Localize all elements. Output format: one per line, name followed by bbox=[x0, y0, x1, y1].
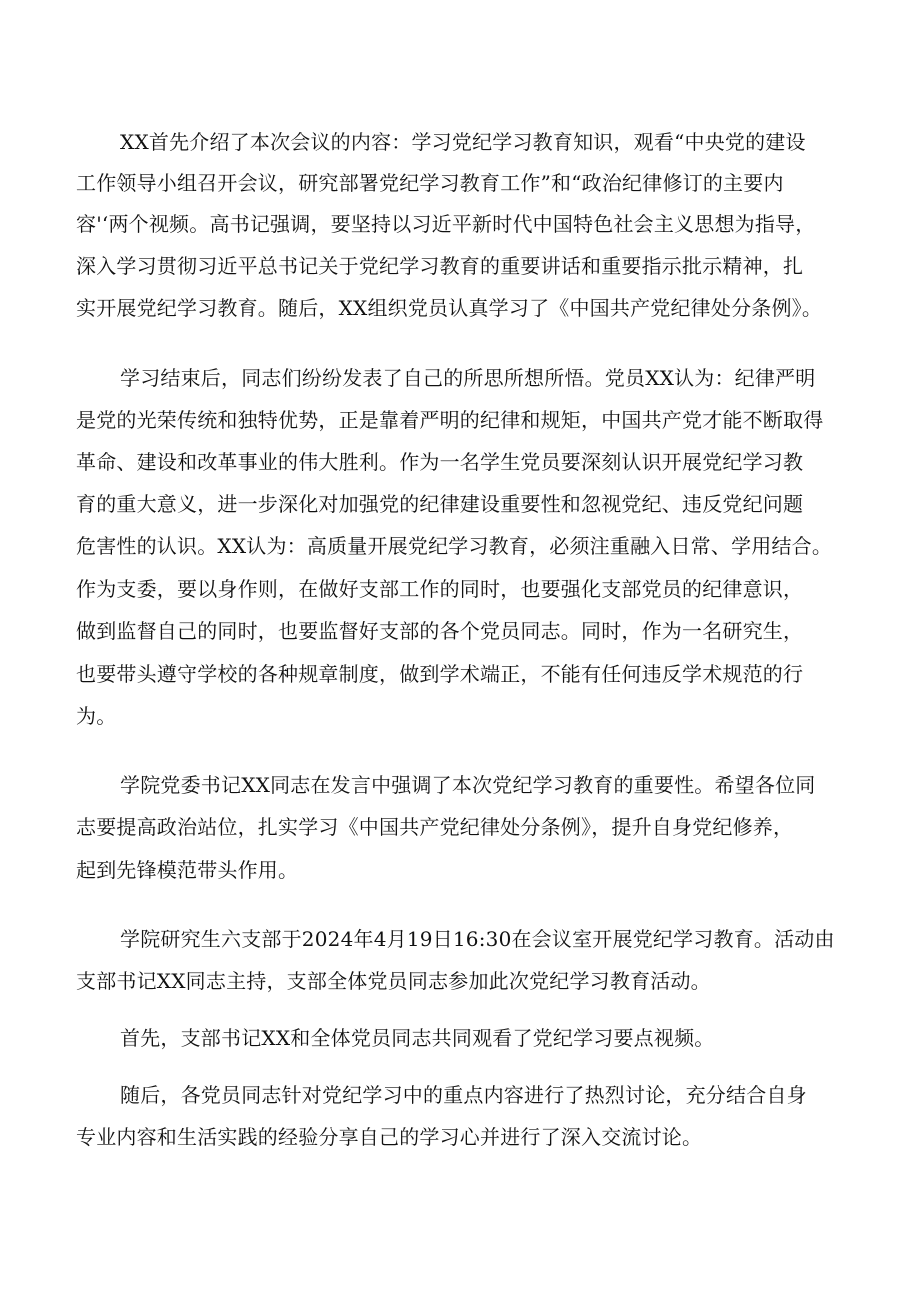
paragraph-3-line-2: 志要提高政治站位，扎实学习《中国共产党纪律处分条例》，提升自身党纪修养， bbox=[76, 815, 794, 839]
paragraph-1-line-1: XX首先介绍了本次会议的内容：学习党纪学习教育知识，观看“中央党的建设 bbox=[120, 130, 806, 154]
paragraph-3-line-3: 起到先锋模范带头作用。 bbox=[76, 858, 299, 882]
paragraph-2-line-7: 做到监督自己的同时，也要监督好支部的各个党员同志。同时，作为一名研究生， bbox=[76, 619, 804, 643]
paragraph-2-line-3: 革命、建设和改革事业的伟大胜利。作为一名学生党员要深刻认识开展党纪学习教 bbox=[76, 450, 804, 474]
paragraph-6-line-1: 随后，各党员同志针对党纪学习中的重点内容进行了热烈讨论，充分结合自身 bbox=[120, 1083, 807, 1107]
paragraph-5-line-1: 首先，支部书记XX和全体党员同志共同观看了党纪学习要点视频。 bbox=[120, 1026, 715, 1050]
paragraph-2-line-9: 为。 bbox=[76, 704, 117, 728]
paragraph-2-line-4: 育的重大意义，进一步深化对加强党的纪律建设重要性和忽视党纪、违反党纪问题 bbox=[76, 492, 804, 516]
paragraph-2-line-8: 也要带头遵守学校的各种规章制度，做到学术端正，不能有任何违反学术规范的行 bbox=[76, 662, 804, 686]
paragraph-4-line-1: 学院研究生六支部于2024年4月19日16:30在会议室开展党纪学习教育。活动由 bbox=[120, 927, 835, 951]
paragraph-1-line-4: 深入学习贯彻习近平总书记关于党纪学习教育的重要讲话和重要指示批示精神，扎 bbox=[76, 254, 804, 278]
paragraph-2-line-5: 危害性的认识。XX认为：高质量开展党纪学习教育，必须注重融入日常、学用结合。 bbox=[76, 534, 833, 558]
paragraph-2-line-6: 作为支委，要以身作则，在做好支部工作的同时，也要强化支部党员的纪律意识， bbox=[76, 577, 804, 601]
paragraph-1-line-3: 容'‘两个视频。高书记强调，要坚持以习近平新时代中国特色社会主义思想为指导， bbox=[76, 212, 816, 236]
paragraph-1-line-5: 实开展党纪学习教育。随后，XX组织党员认真学习了《中国共产党纪律处分条例》。 bbox=[76, 296, 823, 320]
paragraph-2-line-2: 是党的光荣传统和独特优势，正是靠着严明的纪律和规矩，中国共产党才能不断取得 bbox=[76, 408, 824, 432]
paragraph-1-line-2: 工作领导小组召开会议，研究部署党纪学习教育工作”和“政治纪律修订的主要内 bbox=[76, 171, 784, 195]
paragraph-4-line-2: 支部书记XX同志主持，支部全体党员同志参加此次党纪学习教育活动。 bbox=[76, 969, 711, 993]
paragraph-2-line-1: 学习结束后，同志们纷纷发表了自己的所思所想所悟。党员XX认为：纪律严明 bbox=[120, 366, 816, 390]
paragraph-3-line-1: 学院党委书记XX同志在发言中强调了本次党纪学习教育的重要性。希望各位同 bbox=[120, 773, 816, 797]
paragraph-6-line-2: 专业内容和生活实践的经验分享自己的学习心并进行了深入交流讨论。 bbox=[76, 1125, 703, 1149]
